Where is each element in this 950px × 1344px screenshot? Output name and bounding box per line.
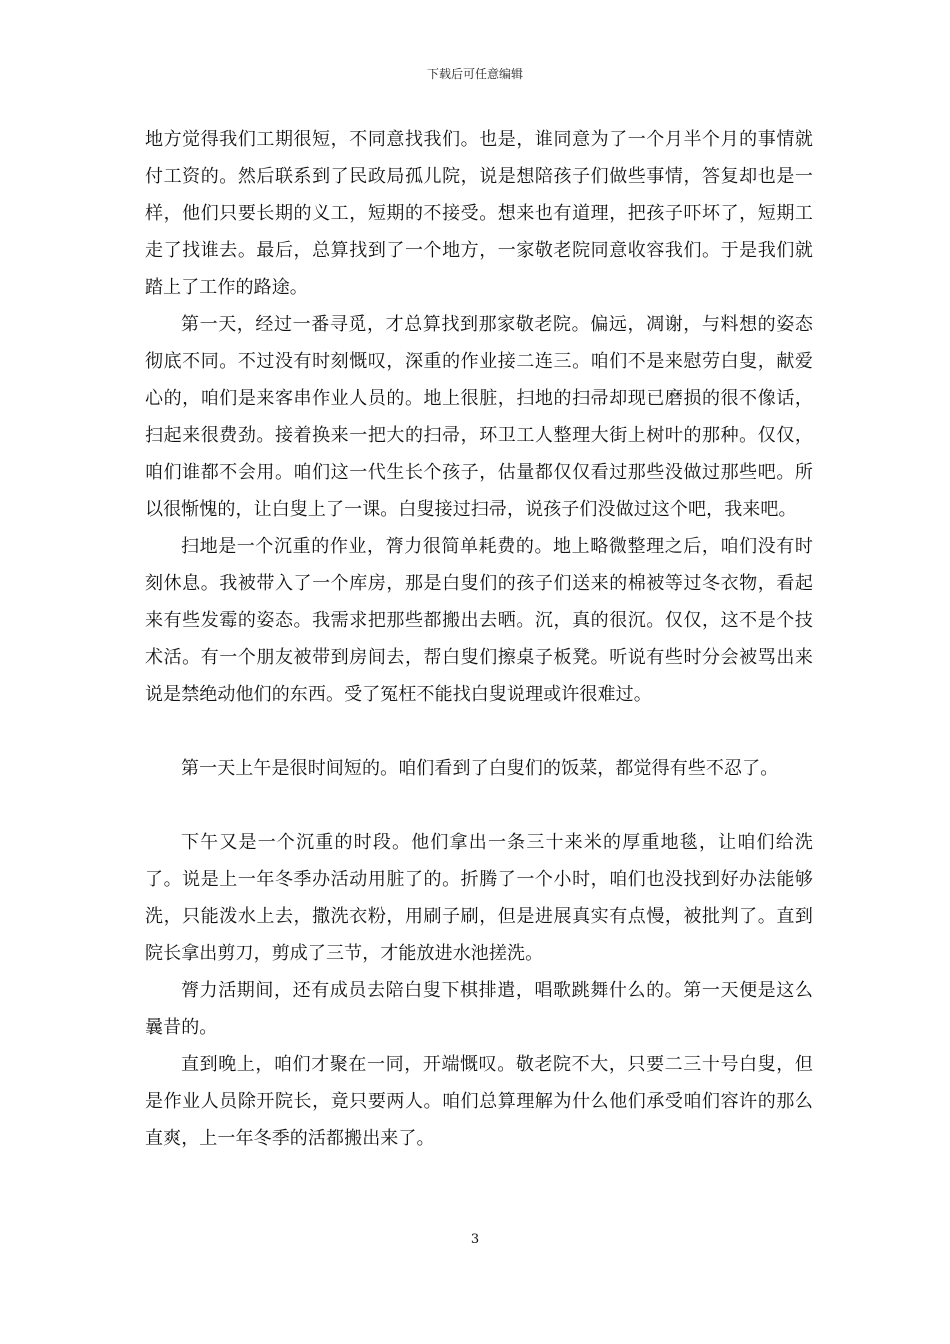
paragraph-5: 下午又是一个沉重的时段。他们拿出一条三十来米的厚重地毯，让咱们给洗了。说是上一年冬季办活动用脏了的。折腾了一个小时，咱们也没找到好办法能够洗，只能泼水上去，撒洗衣粉，用刷子刷，但是进展真实有点慢，被批判了。直到院长拿出剪刀，剪成了三节，才能放进水池搓洗。 bbox=[145, 832, 813, 964]
paragraph-3: 扫地是一个沉重的作业，膂力很简单耗费的。地上略微整理之后，咱们没有时刻休息。我被带入了一个库房，那是白叟们的孩子们送来的棉被等过冬衣物，看起来有些发霉的姿态。我需求把那些都搬出去晒。沉，真的很沉。仅仅，这不是个技术活。有一个朋友被带到房间去，帮白叟们擦桌子板凳。听说有些时分会被骂出来说是禁绝动他们的东西。受了冤枉不能找白叟说理或许很难过。 bbox=[145, 536, 813, 705]
paragraph-2: 第一天，经过一番寻觅，才总算找到那家敬老院。偏远，凋谢，与料想的姿态彻底不同。不过没有时刻慨叹，深重的作业接二连三。咱们不是来慰劳白叟，献爱心的，咱们是来客串作业人员的。地上很脏，扫地的扫帚却现已磨损的很不像话，扫起来很费劲。接着换来一把大的扫帚，环卫工人整理大街上树叶的那种。仅仅，咱们谁都不会用。咱们这一代生长个孩子，估量都仅仅看过那些没做过那些吧。所以很惭愧的，让白叟上了一课。白叟接过扫帚，说孩子们没做过这个吧，我来吧。 bbox=[145, 314, 813, 520]
paragraph-7: 直到晚上，咱们才聚在一同，开端慨叹。敬老院不大，只要二三十号白叟，但是作业人员除开院长，竟只要两人。咱们总算理解为什么他们承受咱们容许的那么直爽，上一年冬季的活都搬出来了。 bbox=[145, 1054, 813, 1149]
paragraph-4: 第一天上午是很时间短的。咱们看到了白叟们的饭菜，都觉得有些不忍了。 bbox=[181, 758, 779, 779]
page-header: 下载后可任意编辑 bbox=[426, 67, 523, 81]
blank-line bbox=[145, 787, 813, 824]
paragraph-1: 地方觉得我们工期很短，不同意找我们。也是，谁同意为了一个月半个月的事情就付工资的。然后联系到了民政局孤儿院，说是想陪孩子们做些事情，答复却也是一样，他们只要长期的义工，短期的不接受。想来也有道理，把孩子吓坏了，短期工走了找谁去。最后，总算找到了一个地方，一家敬老院同意收容我们。于是我们就踏上了工作的路途。 bbox=[145, 129, 813, 298]
document-body bbox=[145, 121, 813, 1157]
page-number: 3 bbox=[470, 1232, 480, 1247]
paragraph-6: 膂力活期间，还有成员去陪白叟下棋排遣，唱歌跳舞什么的。第一天便是这么曩昔的。 bbox=[145, 980, 813, 1038]
blank-line bbox=[145, 713, 813, 750]
